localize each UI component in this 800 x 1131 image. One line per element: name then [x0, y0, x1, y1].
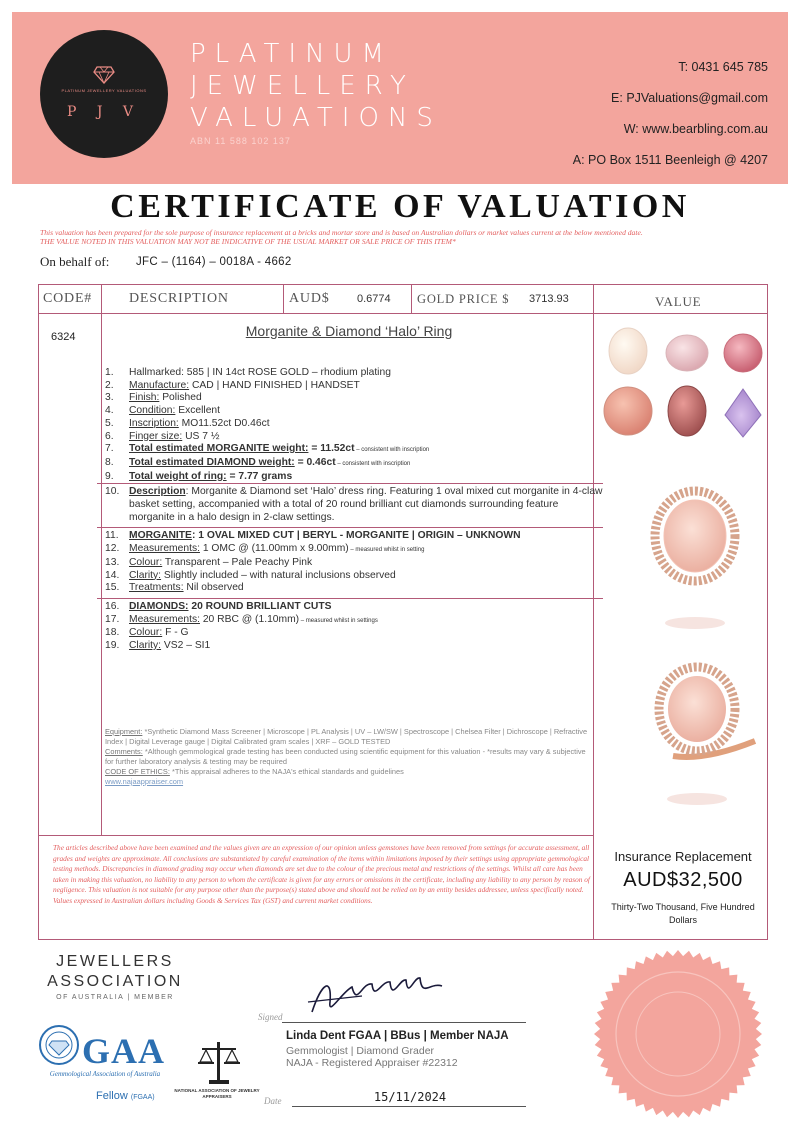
- equipment-label: Equipment:: [105, 727, 143, 736]
- item-number: 15.: [105, 582, 120, 594]
- detail-label: Total weight of ring:: [129, 470, 227, 482]
- ethics-label: CODE OF ETHICS:: [105, 767, 170, 776]
- detail-label: Clarity:: [129, 640, 162, 652]
- detail-row: [105, 380, 593, 393]
- detail-text: [129, 457, 410, 471]
- detail-label: Colour:: [129, 627, 163, 639]
- detail-value: 20 ROUND BRILLIANT CUTS: [188, 600, 332, 612]
- header-band: [12, 12, 788, 184]
- detail-label: Treatments:: [129, 582, 184, 594]
- brand-line-1: PLATINUM: [190, 39, 393, 69]
- item-number: 4.: [105, 405, 114, 417]
- detail-label: Finish:: [129, 392, 160, 404]
- detail-text: [129, 443, 429, 457]
- item-number: 10.: [105, 486, 120, 498]
- gaa-emblem-icon: [38, 1024, 80, 1066]
- aud-rate: 0.6774: [357, 293, 391, 305]
- equipment-text: *Synthetic Diamond Mass Screener | Microscope | PL Analysis | UV – LW/SW | Spectroscope | Chelsea Filter | Dichroscope | Refractive Index | Digital Leverage gauge | Digital Calibrated gram scales | XRF – GOLD TESTED: [105, 727, 588, 746]
- detail-label: Finger size:: [129, 430, 183, 442]
- phone-number: T: 0431 645 785: [678, 60, 768, 74]
- diamond-icon: [93, 66, 115, 84]
- item-number: 3.: [105, 392, 114, 404]
- gem-images-panel: [595, 311, 767, 821]
- detail-value: Nil observed: [183, 582, 244, 594]
- legal-statement: The articles described above have been examined and the values given are an expression of our opinion unless gemstones have been removed from settings for accurate assessment, all grades and weights are approximate. All conclusions are substantiated by careful examination of the items within limitations imposed by their settings using appropriate gemmological testing methods. Discrepancies in diamond grading may occur when diamonds are set due to the colour of the precious metal and restrictions of the settings. Whilst all care has been taken in making this valuation, no liability to any person to whom the certificate is given for any errors or omissions in the certificate, including any liability to any person by reason of negligence. This valuation is not suitable for any purpose other than the purpose(s) stated above and should not be relied on by an entity besides addressee, unless specifically noted. Values expressed in Australian dollars including Goods & Services Tax (GST) and current market conditions.: [53, 843, 590, 905]
- detail-value: F - G: [162, 627, 189, 639]
- detail-row: [105, 601, 603, 614]
- fellow-text: Fellow: [96, 1090, 128, 1102]
- jewellers-association-logo: [40, 952, 190, 992]
- detail-value: Slightly included – with natural inclusions observed: [161, 569, 396, 581]
- detail-value: US 7 ½: [182, 430, 220, 442]
- item-number: 9.: [105, 470, 114, 482]
- item-number: 5.: [105, 417, 114, 429]
- detail-row: [105, 367, 593, 380]
- detail-text: [129, 614, 378, 628]
- detail-text: [129, 557, 312, 570]
- disclaimer-line-1: This valuation has been prepared for the sole purpose of insurance replacement at a bricks and mortar store and is based on Australian dollars or market values current at the below mentioned date.: [40, 228, 643, 237]
- detail-row: [105, 582, 603, 595]
- item-number: 14.: [105, 569, 120, 581]
- detail-row: [105, 557, 603, 570]
- value-header: VALUE: [655, 294, 702, 309]
- detail-value: MO11.52ct D0.46ct: [178, 417, 270, 429]
- signature-image: [302, 972, 452, 1022]
- certificate-title: CERTIFICATE OF VALUATION: [110, 188, 690, 225]
- detail-value: = 0.46ct: [294, 456, 336, 468]
- detail-label: Measurements:: [129, 543, 200, 555]
- email-address: E: PJValuations@gmail.com: [611, 91, 768, 105]
- embossed-seal: [592, 948, 764, 1120]
- detail-note: – measured whilst in setting: [348, 547, 425, 554]
- gaa-logo-text: GAA: [82, 1031, 165, 1071]
- postal-address: A: PO Box 1511 Beenleigh @ 4207: [572, 153, 768, 167]
- column-divider: [283, 285, 284, 313]
- detail-row: [105, 392, 593, 405]
- detail-label: Clarity:: [129, 569, 162, 581]
- detail-row: [105, 627, 603, 640]
- detail-text: [129, 570, 396, 583]
- brand-name: [190, 38, 442, 134]
- item-number: 12.: [105, 543, 120, 555]
- detail-label: Condition:: [129, 405, 176, 417]
- detail-row: [105, 471, 593, 484]
- detail-row: [105, 640, 603, 653]
- ethics-note: [105, 767, 591, 777]
- detail-row: [105, 543, 603, 557]
- diamonds-section: [97, 598, 603, 657]
- valuation-table: [38, 284, 768, 940]
- morganite-gem-samples: [604, 328, 762, 437]
- item-number: 2.: [105, 379, 114, 391]
- comments-note: [105, 747, 591, 767]
- testing-notes: [105, 727, 591, 787]
- comments-label: Comments:: [105, 747, 143, 756]
- insurance-amount: AUD$32,500: [623, 869, 743, 891]
- valuation-date: 15/11/2024: [373, 1090, 447, 1104]
- naja-website-link[interactable]: [105, 777, 591, 787]
- brand-line-3: VALUATIONS: [190, 103, 442, 133]
- ethics-text: *This appraisal adheres to the NAJA's ethical standards and guidelines: [169, 767, 404, 776]
- detail-value: Excellent: [175, 405, 221, 417]
- ja-subtitle: OF AUSTRALIA | MEMBER: [56, 994, 174, 1001]
- detail-text: [129, 627, 189, 640]
- item-number: 6.: [105, 430, 114, 442]
- detail-value: = 11.52ct: [308, 443, 355, 455]
- detail-row: [105, 614, 603, 628]
- contact-block: [573, 52, 768, 176]
- pjv-logo: [40, 30, 168, 158]
- detail-text: [129, 471, 292, 484]
- detail-label: Colour:: [129, 556, 163, 568]
- valuation-disclaimer: [40, 228, 770, 246]
- description-body: : Morganite & Diamond set ‘Halo’ dress ring. Featuring 1 oval mixed cut morganite in 4-claw basket setting, accompanied with a total of 20 round brilliant cut diamonds surrounding feature morganite in a halo design in 2-claw settings.: [129, 486, 603, 523]
- morganite-section: [97, 527, 603, 598]
- detail-value: VS2 – SI1: [161, 640, 211, 652]
- detail-row: [105, 431, 593, 444]
- item-number: 17.: [105, 613, 120, 625]
- detail-text: [129, 640, 210, 653]
- equipment-note: [105, 727, 591, 747]
- date-label: Date: [264, 1096, 282, 1106]
- detail-text: [129, 392, 202, 405]
- fellow-abbr: (FGAA): [130, 1094, 155, 1101]
- detail-label: Total estimated MORGANITE weight:: [129, 443, 309, 455]
- signer-role-2: NAJA - Registered Appraiser #22312: [286, 1057, 458, 1069]
- item-number: 13.: [105, 556, 120, 568]
- legal-divider: [39, 835, 593, 836]
- detail-label: Total estimated DIAMOND weight:: [129, 456, 295, 468]
- basic-details-list: [105, 367, 593, 483]
- detail-value: Transparent – Pale Peachy Pink: [162, 556, 313, 568]
- signed-label: Signed: [258, 1012, 283, 1022]
- scales-icon: [196, 1038, 242, 1086]
- detail-text: [129, 405, 220, 418]
- detail-text: [129, 380, 360, 393]
- insurance-title: Insurance Replacement: [614, 849, 752, 864]
- item-number: 18.: [105, 627, 120, 639]
- insurance-amount-words: Thirty-Two Thousand, Five Hundred Dollars: [611, 902, 755, 925]
- detail-label: MORGANITE: [129, 530, 192, 542]
- behalf-label: On behalf of:: [40, 254, 110, 269]
- item-number: 1.: [105, 367, 114, 378]
- item-number: 8.: [105, 456, 114, 468]
- item-details: [105, 367, 603, 657]
- signer-credentials: [286, 1045, 458, 1069]
- website-address: W: www.bearbling.com.au: [623, 122, 768, 136]
- detail-value: Polished: [159, 392, 202, 404]
- signer-role-1: Gemmologist | Diamond Grader: [286, 1045, 435, 1057]
- detail-row: [105, 405, 593, 418]
- website-text[interactable]: www.najaappraiser.com: [105, 777, 184, 786]
- gold-price-value: 3713.93: [529, 293, 569, 305]
- detail-row: [105, 570, 603, 583]
- description-header: DESCRIPTION: [129, 291, 229, 306]
- disclaimer-line-2: THE VALUE NOTED IN THIS VALUATION MAY NOT BE INDICATIVE OF THE USUAL MARKET OR SALE PRICE OF THIS ITEM*: [40, 237, 456, 246]
- detail-label: Measurements:: [129, 613, 200, 625]
- brand-line-2: JEWELLERY: [190, 71, 415, 101]
- detail-row: [105, 443, 593, 457]
- detail-note: – consistent with inscription: [354, 447, 430, 454]
- ja-line-1: JEWELLERS: [56, 953, 174, 970]
- naja-label: NATIONAL ASSOCIATION OF JEWELRY APPRAISERS: [174, 1088, 260, 1099]
- comments-text: *Although gemmological grade testing has been conducted using scientific equipment for this valuation - *results may vary & subjective for further laboratory analysis & testing may be required: [105, 747, 586, 766]
- code-header: CODE#: [43, 291, 93, 306]
- detail-row: [105, 530, 603, 543]
- detail-label: Inscription:: [129, 417, 179, 429]
- detail-label: DIAMONDS:: [129, 600, 189, 612]
- gaa-subtitle: Gemmological Association of Australia: [49, 1070, 161, 1078]
- item-number: 19.: [105, 640, 120, 652]
- column-divider: [411, 285, 412, 313]
- detail-text: [129, 530, 521, 543]
- fellow-label: [96, 1090, 155, 1102]
- description-row: [105, 486, 603, 524]
- detail-note: – measured whilst in settings: [299, 617, 378, 624]
- item-title: Morganite & Diamond ‘Halo’ Ring: [245, 323, 453, 339]
- item-number: 11.: [105, 530, 119, 542]
- detail-text: [129, 418, 270, 431]
- detail-value: 20 RBC @ (1.10mm): [199, 613, 300, 625]
- detail-label: Manufacture:: [129, 379, 190, 391]
- gold-price-header: GOLD PRICE $: [417, 292, 510, 306]
- detail-row: [105, 457, 593, 471]
- detail-text: [129, 601, 332, 614]
- detail-value: 1 OMC @ (11.00mm x 9.00mm): [199, 543, 349, 555]
- detail-text: [129, 582, 244, 595]
- ring-top-view: [655, 491, 735, 629]
- logo-small-text: PLATINUM JEWELLERY VALUATIONS: [61, 88, 147, 93]
- description-section: [97, 483, 603, 527]
- abn-number: ABN 11 588 102 137: [190, 136, 291, 146]
- detail-text: [129, 367, 391, 380]
- aud-header: AUD$: [289, 291, 330, 306]
- item-code: 6324: [51, 331, 76, 343]
- ja-line-2: ASSOCIATION: [47, 973, 183, 990]
- signer-name: Linda Dent FGAA | BBus | Member NAJA: [286, 1030, 509, 1042]
- detail-value: = 7.77 grams: [226, 470, 293, 482]
- detail-value: CAD | HAND FINISHED | HANDSET: [189, 379, 360, 391]
- item-number: 16.: [105, 600, 120, 612]
- item-number: 7.: [105, 443, 114, 455]
- column-divider: [101, 285, 102, 313]
- date-line: [292, 1106, 526, 1107]
- logo-letters: P J V: [66, 104, 142, 120]
- ring-side-view: [659, 667, 755, 805]
- detail-text: [129, 431, 219, 444]
- description-label: Description: [129, 486, 186, 498]
- behalf-reference: JFC – (1164) – 0018A - 4662: [136, 256, 292, 268]
- detail-value: : 1 OVAL MIXED CUT | BERYL - MORGANITE | ORIGIN – UNKNOWN: [191, 530, 521, 542]
- detail-text: [129, 543, 424, 557]
- detail-note: – consistent with inscription: [335, 460, 411, 467]
- detail-row: [105, 418, 593, 431]
- detail-value: Hallmarked: 585 | IN 14ct ROSE GOLD – rhodium plating: [129, 367, 391, 378]
- description-text: [129, 486, 603, 524]
- signature-line: [282, 1022, 526, 1023]
